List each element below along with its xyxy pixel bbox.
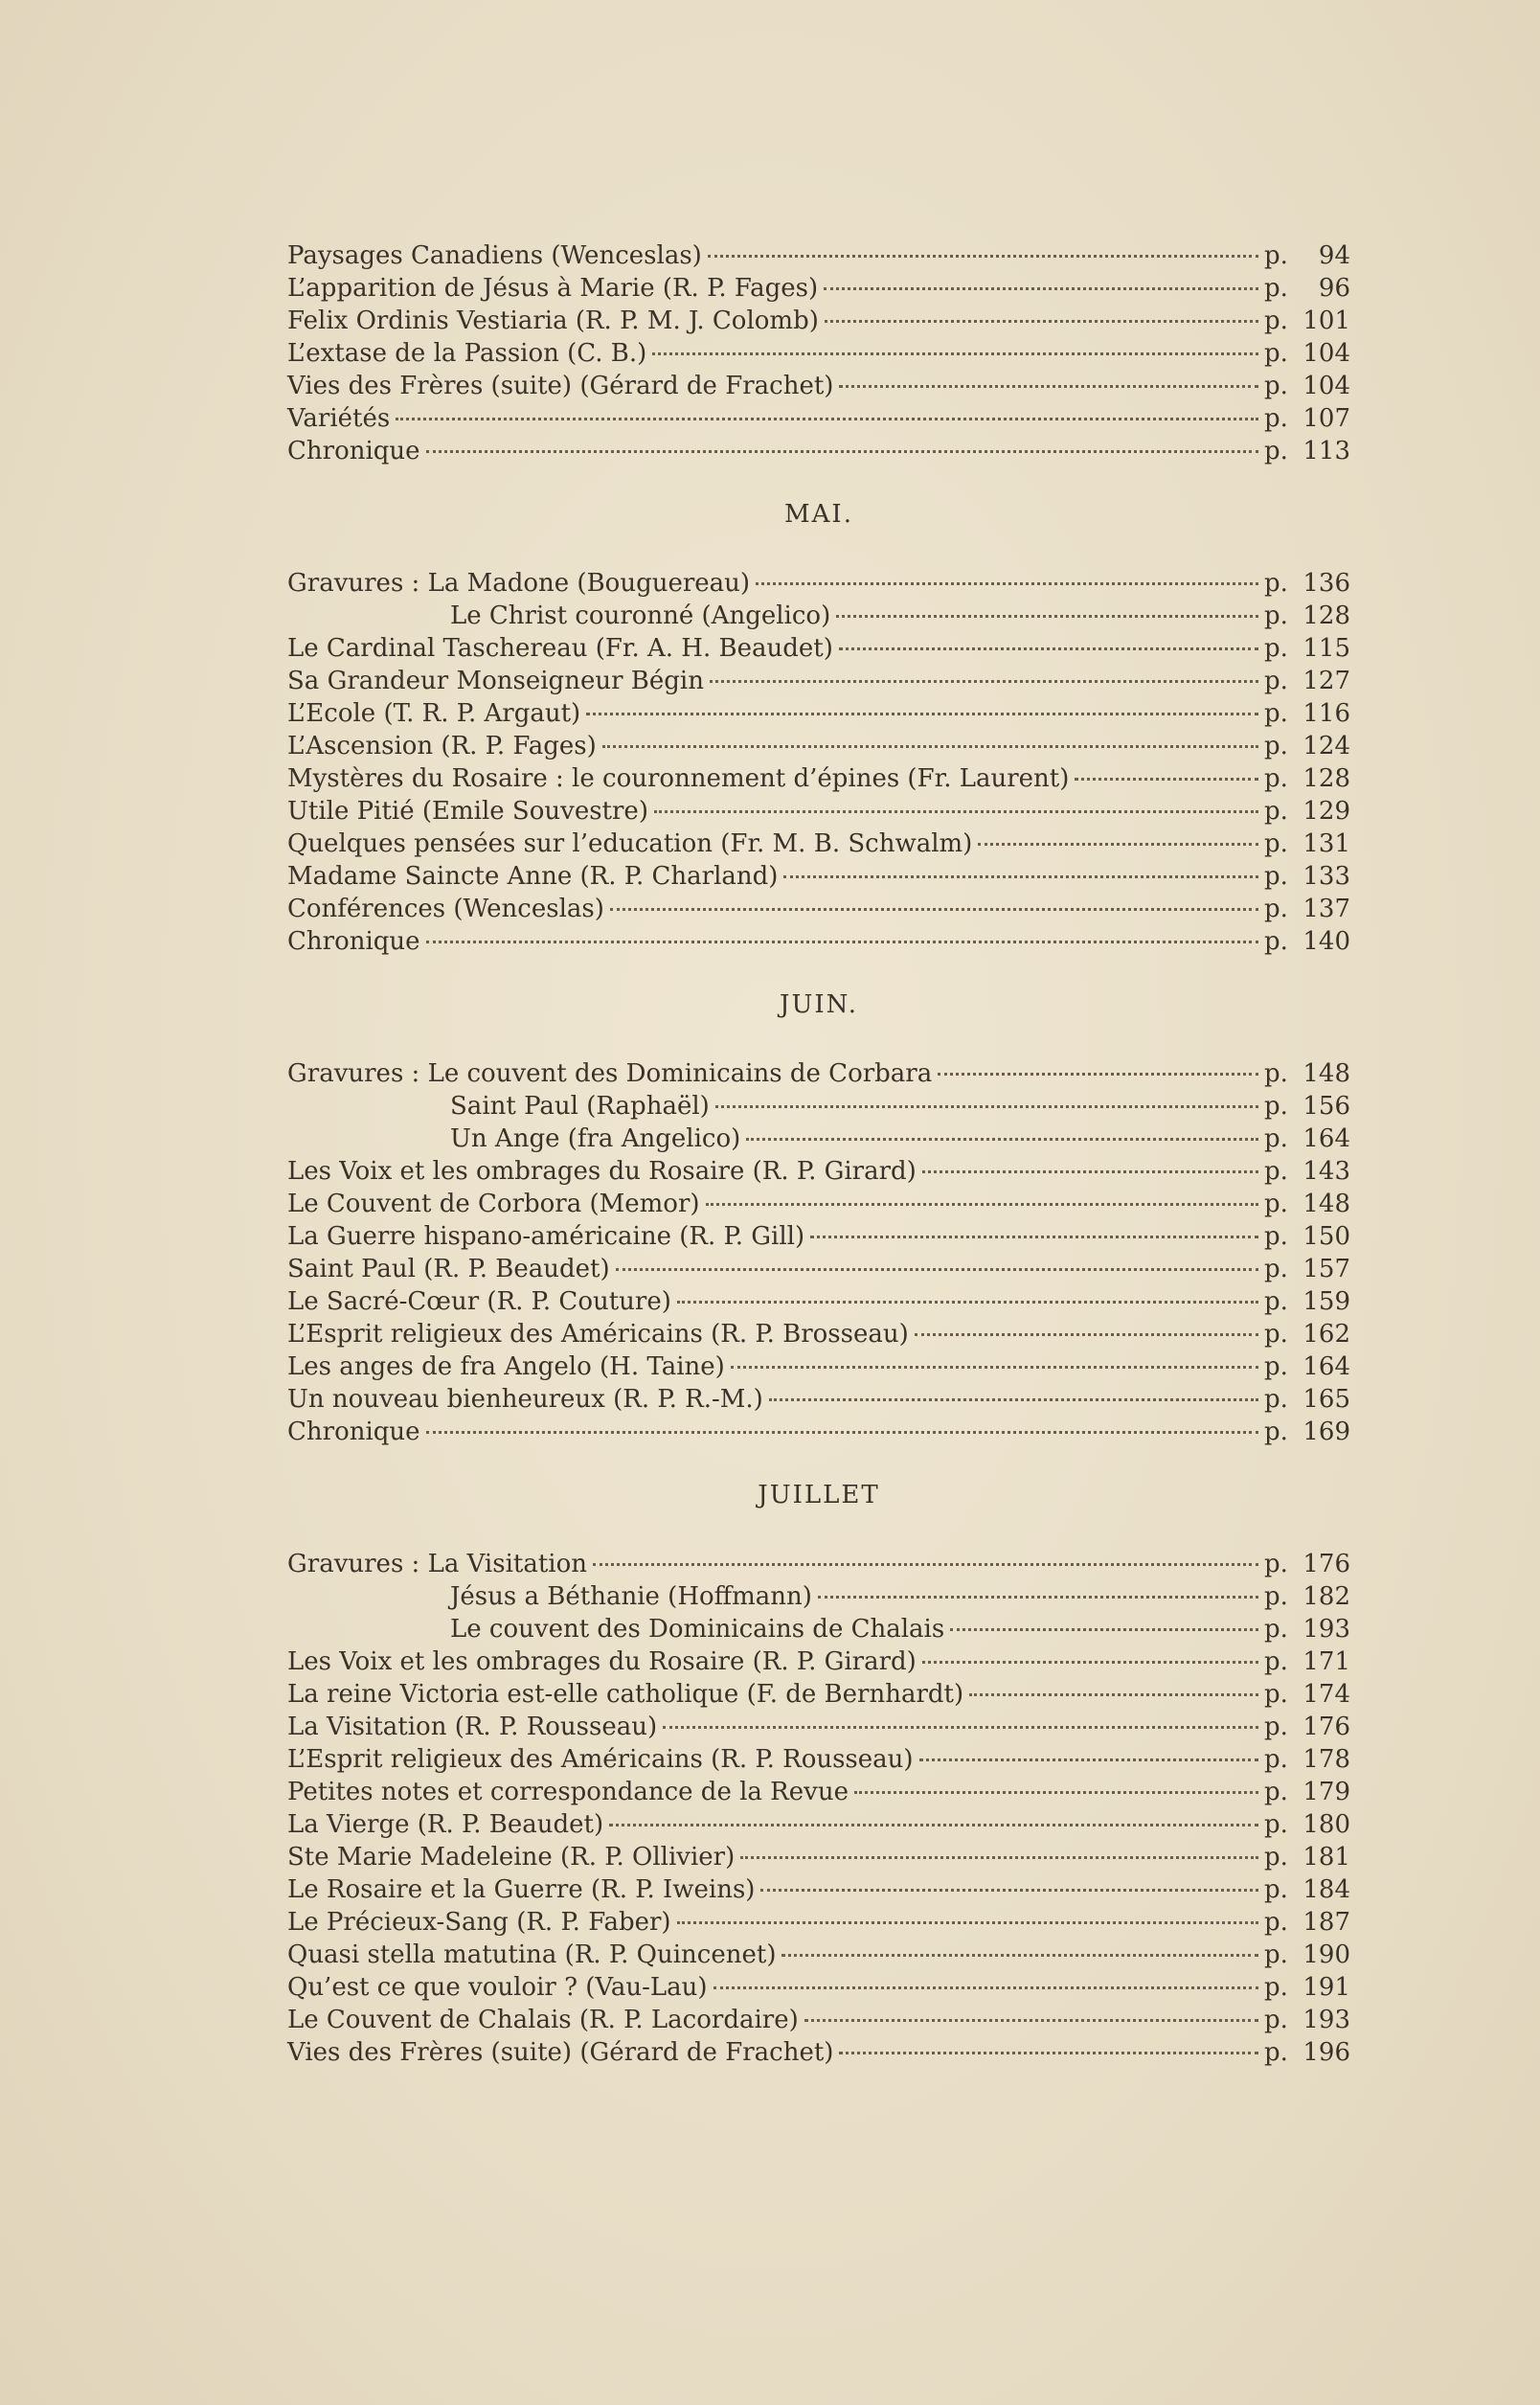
toc-entry bbox=[287, 1548, 1350, 1580]
page-abbrev: p. bbox=[1264, 1680, 1288, 1709]
entry-title: L’Esprit religieux des Américains (R. P. Brosseau) bbox=[287, 1320, 909, 1349]
entry-title: Le Rosaire et la Guerre (R. P. Iweins) bbox=[287, 1875, 756, 1904]
page-abbrev: p. bbox=[1264, 339, 1288, 368]
dot-leader bbox=[760, 1889, 1258, 1892]
page-abbrev: p. bbox=[1264, 732, 1288, 760]
page-number: 162 bbox=[1302, 1320, 1350, 1349]
toc-entry bbox=[287, 1808, 1350, 1841]
page-abbrev: p. bbox=[1264, 829, 1288, 858]
section-heading: MAI. bbox=[784, 500, 853, 529]
dot-leader bbox=[839, 385, 1258, 388]
page-number: 181 bbox=[1302, 1843, 1350, 1872]
page-abbrev: p. bbox=[1264, 404, 1288, 433]
page-number: 128 bbox=[1302, 601, 1350, 630]
entry-title: Felix Ordinis Vestiaria (R. P. M. J. Colomb) bbox=[287, 306, 819, 335]
dot-leader bbox=[654, 810, 1258, 813]
toc-entry bbox=[287, 1776, 1350, 1808]
page-abbrev: p. bbox=[1264, 1190, 1288, 1218]
entry-title: Qu’est ce que vouloir ? (Vau-Lau) bbox=[287, 1973, 708, 2002]
page-number: 104 bbox=[1302, 372, 1350, 400]
dot-leader bbox=[938, 1073, 1258, 1076]
page-number: 131 bbox=[1302, 829, 1350, 858]
toc-entry bbox=[287, 1645, 1350, 1678]
page-number: 150 bbox=[1302, 1222, 1350, 1251]
page-abbrev: p. bbox=[1264, 372, 1288, 400]
entry-title: La reine Victoria est-elle catholique (F. de Bernhardt) bbox=[287, 1680, 964, 1709]
toc-entry bbox=[287, 1743, 1350, 1776]
toc-entry bbox=[287, 239, 1350, 272]
dot-leader bbox=[663, 1726, 1258, 1729]
page-number: 104 bbox=[1302, 339, 1350, 368]
toc-entry bbox=[287, 567, 1350, 600]
entry-title: La Visitation (R. P. Rousseau) bbox=[287, 1713, 658, 1741]
entry-title: Gravures : La Visitation bbox=[287, 1550, 588, 1578]
entry-title: Chronique bbox=[287, 927, 420, 956]
dot-leader bbox=[839, 2052, 1258, 2054]
dot-leader bbox=[804, 2019, 1258, 2022]
entry-title: Petites notes et correspondance de la Revue bbox=[287, 1778, 849, 1806]
entry-title: Saint Paul (Raphaël) bbox=[450, 1092, 710, 1121]
entry-title: La Vierge (R. P. Beaudet) bbox=[287, 1810, 604, 1839]
dot-leader bbox=[602, 745, 1258, 748]
dot-leader bbox=[836, 615, 1258, 618]
dot-leader bbox=[677, 1301, 1258, 1304]
page-number: 129 bbox=[1302, 797, 1350, 826]
toc-entry bbox=[287, 730, 1350, 762]
page-abbrev: p. bbox=[1264, 1157, 1288, 1186]
dot-leader bbox=[731, 1366, 1258, 1369]
toc-entry bbox=[287, 272, 1350, 305]
toc-entry bbox=[287, 1873, 1350, 1906]
dot-leader bbox=[593, 1563, 1258, 1566]
page-number: 96 bbox=[1318, 274, 1350, 303]
toc-entry bbox=[287, 1841, 1350, 1873]
page-abbrev: p. bbox=[1264, 1647, 1288, 1676]
dot-leader bbox=[677, 1921, 1258, 1924]
page-number: 165 bbox=[1302, 1385, 1350, 1414]
dot-leader bbox=[783, 875, 1258, 878]
dot-leader bbox=[652, 352, 1258, 355]
page-abbrev: p. bbox=[1264, 1875, 1288, 1904]
page-number: 101 bbox=[1302, 306, 1350, 335]
page-number: 176 bbox=[1302, 1550, 1350, 1578]
page-number: 184 bbox=[1302, 1875, 1350, 1904]
page-number: 116 bbox=[1302, 699, 1350, 728]
page-number: 182 bbox=[1302, 1582, 1350, 1611]
dot-leader bbox=[781, 1954, 1258, 1957]
dot-leader bbox=[740, 1856, 1258, 1859]
page-number: 148 bbox=[1302, 1190, 1350, 1218]
page-number: 157 bbox=[1302, 1255, 1350, 1283]
toc-entry bbox=[287, 1188, 1350, 1220]
dot-leader bbox=[950, 1628, 1258, 1631]
dot-leader bbox=[922, 1661, 1258, 1664]
page-number: 171 bbox=[1302, 1647, 1350, 1676]
entry-title: Variétés bbox=[287, 404, 391, 433]
page-number: 190 bbox=[1302, 1940, 1350, 1969]
toc-entry bbox=[287, 337, 1350, 370]
page-number: 143 bbox=[1302, 1157, 1350, 1186]
dot-leader bbox=[715, 1105, 1258, 1108]
toc-entry bbox=[287, 1220, 1350, 1253]
page-abbrev: p. bbox=[1264, 927, 1288, 956]
section-heading: JUILLET bbox=[758, 1481, 880, 1509]
toc-entry bbox=[287, 1383, 1350, 1416]
entry-title: Paysages Canadiens (Wenceslas) bbox=[287, 241, 702, 270]
entry-title: L’Ascension (R. P. Fages) bbox=[287, 732, 597, 760]
dot-leader bbox=[818, 1596, 1258, 1599]
dot-leader bbox=[810, 1236, 1258, 1238]
toc-entry bbox=[287, 893, 1350, 925]
entry-title: Utile Pitié (Emile Souvestre) bbox=[287, 797, 648, 826]
toc-entry bbox=[287, 1971, 1350, 2004]
dot-leader bbox=[426, 1431, 1258, 1434]
dot-leader bbox=[854, 1791, 1258, 1794]
toc-entry bbox=[287, 1155, 1350, 1188]
toc-entry bbox=[287, 795, 1350, 828]
entry-title: Sa Grandeur Monseigneur Bégin bbox=[287, 667, 704, 695]
dot-leader bbox=[396, 418, 1258, 420]
page-abbrev: p. bbox=[1264, 1320, 1288, 1349]
toc-entry bbox=[287, 1285, 1350, 1318]
page-number: 115 bbox=[1302, 634, 1350, 663]
page-abbrev: p. bbox=[1264, 862, 1288, 891]
toc-entry bbox=[287, 1318, 1350, 1350]
toc-entry bbox=[287, 1906, 1350, 1939]
page-abbrev: p. bbox=[1264, 2038, 1288, 2067]
page-abbrev: p. bbox=[1264, 1940, 1288, 1969]
dot-leader bbox=[616, 1268, 1258, 1271]
entry-title: Gravures : La Madone (Bouguereau) bbox=[287, 569, 751, 598]
entry-title: Un Ange (fra Angelico) bbox=[450, 1124, 741, 1153]
page-number: 164 bbox=[1302, 1124, 1350, 1153]
page-abbrev: p. bbox=[1264, 1418, 1288, 1446]
toc-entry bbox=[287, 860, 1350, 893]
toc-entry bbox=[287, 1057, 1350, 1090]
page-abbrev: p. bbox=[1264, 667, 1288, 695]
entry-title: Les Voix et les ombrages du Rosaire (R. P. Girard) bbox=[287, 1157, 917, 1186]
entry-title: Jésus a Béthanie (Hoffmann) bbox=[450, 1582, 812, 1611]
dot-leader bbox=[919, 1758, 1258, 1761]
page-number: 179 bbox=[1302, 1778, 1350, 1806]
toc-entry bbox=[287, 1253, 1350, 1285]
page-number: 156 bbox=[1302, 1092, 1350, 1121]
page-abbrev: p. bbox=[1264, 1287, 1288, 1316]
dot-leader bbox=[769, 1398, 1258, 1401]
entry-title: Les Voix et les ombrages du Rosaire (R. P. Girard) bbox=[287, 1647, 917, 1676]
page-abbrev: p. bbox=[1264, 895, 1288, 923]
entry-title: L’Ecole (T. R. P. Argaut) bbox=[287, 699, 581, 728]
dot-leader bbox=[1075, 778, 1258, 781]
toc-entry bbox=[287, 370, 1350, 402]
entry-title: Le Couvent de Corbora (Memor) bbox=[287, 1190, 700, 1218]
page-number: 148 bbox=[1302, 1059, 1350, 1088]
entry-title: Les anges de fra Angelo (H. Taine) bbox=[287, 1352, 725, 1381]
toc-entry bbox=[287, 1416, 1350, 1448]
page-number: 164 bbox=[1302, 1352, 1350, 1381]
toc-entry bbox=[287, 925, 1350, 958]
page-abbrev: p. bbox=[1264, 1222, 1288, 1251]
page-abbrev: p. bbox=[1264, 1745, 1288, 1774]
toc-entry bbox=[287, 600, 1350, 632]
page-abbrev: p. bbox=[1264, 1352, 1288, 1381]
entry-title: Saint Paul (R. P. Beaudet) bbox=[287, 1255, 610, 1283]
toc-entry bbox=[287, 1123, 1350, 1155]
entry-title: Le Cardinal Taschereau (Fr. A. H. Beaudet) bbox=[287, 634, 833, 663]
page-abbrev: p. bbox=[1264, 2006, 1288, 2034]
entry-title: Quelques pensées sur l’education (Fr. M. B. Schwalm) bbox=[287, 829, 973, 858]
page-number: 136 bbox=[1302, 569, 1350, 598]
dot-leader bbox=[609, 1824, 1258, 1826]
page-number: 193 bbox=[1302, 2006, 1350, 2034]
toc-entry bbox=[287, 1580, 1350, 1613]
dot-leader bbox=[915, 1333, 1258, 1336]
page-abbrev: p. bbox=[1264, 1713, 1288, 1741]
page-abbrev: p. bbox=[1264, 764, 1288, 793]
dot-leader bbox=[839, 647, 1258, 650]
page-number: 107 bbox=[1302, 404, 1350, 433]
page-abbrev: p. bbox=[1264, 1615, 1288, 1644]
entry-title: Ste Marie Madeleine (R. P. Ollivier) bbox=[287, 1843, 736, 1872]
dot-leader bbox=[708, 255, 1258, 258]
toc-entry bbox=[287, 828, 1350, 860]
entry-title: Un nouveau bienheureux (R. P. R.-M.) bbox=[287, 1385, 763, 1414]
page-number: 113 bbox=[1302, 437, 1350, 465]
page-number: 94 bbox=[1318, 241, 1350, 270]
entry-title: Le Christ couronné (Angelico) bbox=[450, 601, 831, 630]
entry-title: Quasi stella matutina (R. P. Quincenet) bbox=[287, 1940, 777, 1969]
page-abbrev: p. bbox=[1264, 797, 1288, 826]
page-abbrev: p. bbox=[1264, 1973, 1288, 2002]
page-number: 159 bbox=[1302, 1287, 1350, 1316]
page-abbrev: p. bbox=[1264, 699, 1288, 728]
page-number: 187 bbox=[1302, 1908, 1350, 1937]
page-abbrev: p. bbox=[1264, 1059, 1288, 1088]
page-number: 124 bbox=[1302, 732, 1350, 760]
entry-title: Vies des Frères (suite) (Gérard de Frachet) bbox=[287, 372, 834, 400]
dot-leader bbox=[978, 843, 1258, 846]
entry-title: L’Esprit religieux des Américains (R. P. Rousseau) bbox=[287, 1745, 914, 1774]
entry-title: Chronique bbox=[287, 437, 420, 465]
toc-entry bbox=[287, 305, 1350, 337]
page-number: 178 bbox=[1302, 1745, 1350, 1774]
entry-title: Le Sacré-Cœur (R. P. Couture) bbox=[287, 1287, 671, 1316]
toc-entry bbox=[287, 2036, 1350, 2069]
toc-entry bbox=[287, 665, 1350, 697]
page-number: 193 bbox=[1302, 1615, 1350, 1644]
dot-leader bbox=[586, 713, 1258, 715]
page-abbrev: p. bbox=[1264, 1908, 1288, 1937]
page-number: 174 bbox=[1302, 1680, 1350, 1709]
page-abbrev: p. bbox=[1264, 274, 1288, 303]
entry-title: La Guerre hispano-américaine (R. P. Gill) bbox=[287, 1222, 805, 1251]
entry-title: Gravures : Le couvent des Dominicains de Corbara bbox=[287, 1059, 933, 1088]
page-abbrev: p. bbox=[1264, 569, 1288, 598]
page-abbrev: p. bbox=[1264, 634, 1288, 663]
page-abbrev: p. bbox=[1264, 306, 1288, 335]
toc-entry bbox=[287, 1090, 1350, 1123]
dot-leader bbox=[825, 320, 1258, 323]
toc-entry bbox=[287, 2004, 1350, 2036]
dot-leader bbox=[969, 1693, 1258, 1696]
page-abbrev: p. bbox=[1264, 601, 1288, 630]
page-number: 191 bbox=[1302, 1973, 1350, 2002]
entry-title: Conférences (Wenceslas) bbox=[287, 895, 604, 923]
page-abbrev: p. bbox=[1264, 1778, 1288, 1806]
page-abbrev: p. bbox=[1264, 1255, 1288, 1283]
page-abbrev: p. bbox=[1264, 1843, 1288, 1872]
dot-leader bbox=[922, 1170, 1258, 1173]
dot-leader bbox=[710, 680, 1258, 683]
entry-title: Le Couvent de Chalais (R. P. Lacordaire) bbox=[287, 2006, 799, 2034]
dot-leader bbox=[426, 450, 1258, 453]
dot-leader bbox=[610, 908, 1258, 911]
page-number: 180 bbox=[1302, 1810, 1350, 1839]
page-abbrev: p. bbox=[1264, 241, 1288, 270]
dot-leader bbox=[756, 582, 1258, 585]
page-number: 127 bbox=[1302, 667, 1350, 695]
toc-entry bbox=[287, 1678, 1350, 1711]
entry-title: Chronique bbox=[287, 1418, 420, 1446]
page-abbrev: p. bbox=[1264, 1124, 1288, 1153]
dot-leader bbox=[706, 1203, 1258, 1206]
dot-leader bbox=[713, 1986, 1258, 1989]
toc-entry bbox=[287, 1350, 1350, 1383]
entry-title: L’apparition de Jésus à Marie (R. P. Fages) bbox=[287, 274, 819, 303]
page-abbrev: p. bbox=[1264, 1092, 1288, 1121]
page-abbrev: p. bbox=[1264, 437, 1288, 465]
toc-entry bbox=[287, 435, 1350, 467]
page-number: 128 bbox=[1302, 764, 1350, 793]
toc-entry bbox=[287, 1613, 1350, 1645]
table-of-contents bbox=[287, 239, 1350, 2069]
entry-title: Mystères du Rosaire : le couronnement d’épines (Fr. Laurent) bbox=[287, 764, 1070, 793]
toc-entry bbox=[287, 632, 1350, 665]
page-abbrev: p. bbox=[1264, 1550, 1288, 1578]
page-number: 137 bbox=[1302, 895, 1350, 923]
dot-leader bbox=[824, 287, 1258, 290]
dot-leader bbox=[746, 1138, 1258, 1141]
entry-title: Madame Saincte Anne (R. P. Charland) bbox=[287, 862, 779, 891]
page-number: 176 bbox=[1302, 1713, 1350, 1741]
toc-entry bbox=[287, 1939, 1350, 1971]
page-number: 133 bbox=[1302, 862, 1350, 891]
page-abbrev: p. bbox=[1264, 1582, 1288, 1611]
entry-title: Vies des Frères (suite) (Gérard de Frachet) bbox=[287, 2038, 834, 2067]
toc-entry bbox=[287, 762, 1350, 795]
toc-entry bbox=[287, 402, 1350, 435]
page-number: 169 bbox=[1302, 1418, 1350, 1446]
entry-title: Le couvent des Dominicains de Chalais bbox=[450, 1615, 945, 1644]
dot-leader bbox=[426, 941, 1258, 943]
page-number: 140 bbox=[1302, 927, 1350, 956]
section-heading: JUIN. bbox=[780, 990, 858, 1019]
toc-entry bbox=[287, 1711, 1350, 1743]
page-abbrev: p. bbox=[1264, 1385, 1288, 1414]
entry-title: Le Précieux-Sang (R. P. Faber) bbox=[287, 1908, 671, 1937]
toc-entry bbox=[287, 697, 1350, 730]
page-number: 196 bbox=[1302, 2038, 1350, 2067]
page-abbrev: p. bbox=[1264, 1810, 1288, 1839]
entry-title: L’extase de la Passion (C. B.) bbox=[287, 339, 647, 368]
